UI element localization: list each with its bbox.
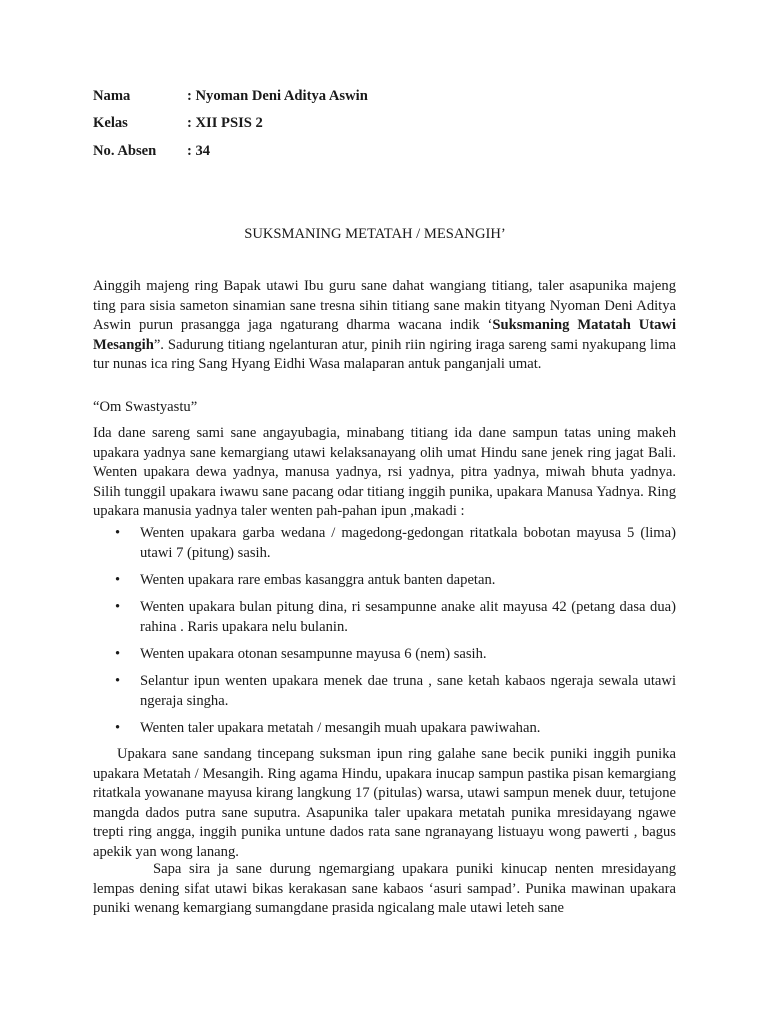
- bullet-icon: •: [115, 598, 121, 615]
- list-item: [93, 719, 676, 739]
- name-value: : Nyoman Deni Aditya Aswin: [187, 88, 368, 104]
- list-item-text: Wenten upakara bulan pitung dina, ri sesampunne anake alit mayusa 42 (petang dasa dua) rahina . Raris upakara nelu bulanin.: [140, 598, 676, 635]
- list-item-text: Wenten upakara garba wedana / magedong-gedongan ritatkala bobotan mayusa 5 (lima) utawi 7 (pitung) sasih.: [140, 525, 676, 561]
- bullet-icon: •: [115, 645, 121, 662]
- greeting: “Om Swastyastu”: [93, 399, 198, 415]
- absen-label: No. Absen: [93, 143, 157, 159]
- list-item: [93, 672, 676, 711]
- list-item: [93, 524, 676, 563]
- absen-value: : 34: [187, 143, 211, 159]
- list-item: [93, 645, 676, 665]
- paragraph-3: Upakara sane sandang tincepang suksman ipun ring galahe sane becik puniki inggih punika upakara Metatah / Mesangih. Ring agama Hindu, upakara inucap sampun pastika pisan kemargiang ritatkala yowanane mayusa kirang langkung 17 (pitulas) warsa, utawi sampun menek duur, tetujone mangda dados putra sane suputra. Asapunika taler upakara metatah punika mresidayang ngawe trepti ring angga, inggih punika untune dados rata sane ngranayang listuayu wong pawerti , bagus apekik yan wong lanang.: [93, 746, 676, 860]
- list-item-text: Selantur ipun wenten upakara menek dae truna , sane ketah kabaos ngeraja sewala utawi ngeraja singha.: [140, 672, 676, 709]
- list-item-text: Wenten upakara rare embas kasanggra antuk banten dapetan.: [140, 571, 496, 588]
- list-item: [93, 598, 676, 637]
- bullet-icon: •: [115, 719, 121, 736]
- paragraph-2: Ida dane sareng sami sane angayubagia, minabang titiang ida dane sampun tatas uning makeh upakara yadnya sane kemargiang utawi kelaksanayang olih umat Hindu sane jenek ring jagat Bali. Wenten upakara dewa yadnya, manusa yadnya, rsi yadnya, pitra yadnya, miwah bhuta yadnya. Silih tunggil upakara iwawu sane pacang odar titiang inggih punika, upakara Manusa Yadnya. Ring upakara manusia yadnya taler wenten pah-pahan ipun ,makadi :: [93, 425, 676, 520]
- bullet-icon: •: [115, 525, 121, 541]
- list-item: [93, 571, 676, 591]
- intro-text-end: ”. Sadurung titiang ngelanturan atur, pinih riin ngiring iraga sareng sami nyakupang lima tur nunas ica ring Sang Hyang Eidhi Wasa malaparan antuk panganjali umat.: [93, 336, 676, 373]
- name-label: Nama: [93, 88, 131, 104]
- list-item-text: Wenten upakara otonan sesampunne mayusa 6 (nem) sasih.: [140, 645, 487, 662]
- paragraph-4: Sapa sira ja sane durung ngemargiang upakara puniki kinucap nenten mresidayang lempas dening sifat utawi bikas kerakasan sane kabaos ‘asuri sampad’. Punika mawinan upakara puniki wenang kemargiang sumangdane prasida ngicalang male utawi leteh sane: [93, 861, 676, 917]
- intro-text: Ainggih majeng ring Bapak utawi Ibu guru sane dahat wangiang titiang, taler asapunika majeng ting para sisia sameton sinamian sane tresna sihin titiang sane makin tityang Nyoman Deni Aditya Aswin purun prasangga jaga ngaturang dharma wacana indik ‘: [93, 278, 676, 334]
- intro-paragraph: [93, 277, 676, 375]
- class-label: Kelas: [93, 115, 128, 131]
- list-item-text: Wenten taler upakara metatah / mesangih muah upakara pawiwahan.: [140, 719, 541, 736]
- intro-topic-bold: Suksmaning Matatah Utawi Mesangih: [93, 317, 677, 353]
- document-title: SUKSMANING METATAH / MESANGIH’: [244, 226, 506, 242]
- bullet-list: [93, 524, 676, 746]
- bullet-icon: •: [115, 672, 121, 689]
- class-value: : XII PSIS 2: [187, 115, 263, 131]
- bullet-icon: •: [115, 571, 121, 588]
